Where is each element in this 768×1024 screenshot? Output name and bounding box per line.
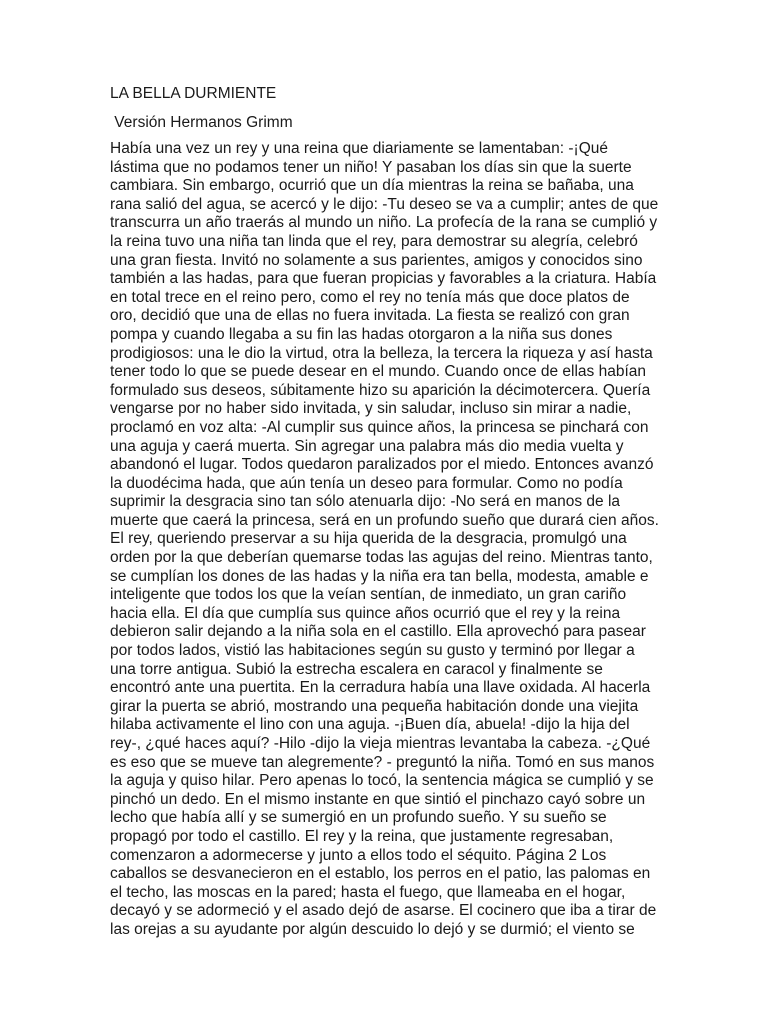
- text-line: lecho que había allí y se sumergió en un profundo sueño. Y su sueño se: [110, 809, 607, 827]
- text-line: rana salió del agua, se acercó y le dijo: -Tu deseo se va a cumplir; antes de que: [110, 195, 659, 213]
- text-line: una torre antigua. Subió la estrecha escalera en caracol y finalmente se: [110, 660, 603, 678]
- text-line: en total trece en el reino pero, como el rey no tenía más que doce platos de: [110, 288, 630, 306]
- text-line: las orejas a su ayudante por algún descuido lo dejó y se durmió; el viento se: [110, 920, 635, 938]
- text-line: tener todo lo que se puede desear en el mundo. Cuando once de ellas habían: [110, 363, 647, 381]
- text-line: la aguja y quiso hilar. Pero apenas lo tocó, la sentencia mágica se cumplió y se: [110, 772, 654, 790]
- text-line: pompa y cuando llegaba a su fin las hadas otorgaron a la niña sus dones: [110, 325, 613, 343]
- text-line: decayó y se adormeció y el asado dejó de asarse. El cocinero que iba a tirar de: [110, 902, 657, 920]
- text-line: comenzaron a adormecerse y junto a ellos todo el séquito. Página 2 Los: [110, 846, 607, 864]
- document-content: [110, 84, 670, 940]
- text-line: también a las hadas, para que fueran propicias y favorables a la criatura. Había: [110, 270, 657, 288]
- text-line: es eso que se mueve tan alegremente? - preguntó la niña. Tomó en sus manos: [110, 753, 655, 771]
- text-line: proclamó en voz alta: -Al cumplir sus quince años, la princesa se pinchará con: [110, 418, 649, 436]
- text-line: se cumplían los dones de las hadas y la niña era tan bella, modesta, amable e: [110, 567, 649, 585]
- text-line: hilaba activamente el lino con una aguja. -¡Buen día, abuela! -dijo la hija del: [110, 716, 630, 734]
- text-line: prodigiosos: una le dio la virtud, otra la belleza, la tercera la riqueza y así hasta: [110, 344, 653, 362]
- text-line: por todos lados, vistió las habitaciones según su gusto y terminó por llegar a: [110, 642, 635, 660]
- text-line: pinchó un dedo. En el mismo instante en que sintió el pinchazo cayó sobre un: [110, 790, 646, 808]
- document-title: LA BELLA DURMIENTE: [110, 85, 277, 102]
- text-line: oro, decidió que una de ellas no fuera invitada. La fiesta se realizó con gran: [110, 307, 630, 325]
- text-line: cambiara. Sin embargo, ocurrió que un día mientras la reina se bañaba, una: [110, 177, 634, 195]
- text-line: abandonó el lugar. Todos quedaron paralizados por el miedo. Entonces avanzó: [110, 456, 654, 474]
- text-line: Había una vez un rey y una reina que diariamente se lamentaban: -¡Qué: [110, 140, 609, 157]
- text-line: encontró ante una puertita. En la cerradura había una llave oxidada. Al hacerla: [110, 679, 651, 697]
- text-line: el techo, las moscas en la pared; hasta el fuego, que llameaba en el hogar,: [110, 883, 626, 901]
- text-line: formulado sus deseos, súbitamente hizo su aparición la décimotercera. Quería: [110, 381, 651, 399]
- text-line: muerte que caerá la princesa, será en un profundo sueño que durará cien años.: [110, 511, 659, 529]
- text-line: transcurra un año traerás al mundo un niño. La profecía de la rana se cumplió y: [110, 214, 658, 232]
- text-line: caballos se desvanecieron en el establo, los perros en el patio, las palomas en: [110, 865, 651, 883]
- story-body: [110, 140, 670, 940]
- text-line: la reina tuvo una niña tan linda que el rey, para demostrar su alegría, celebró: [110, 232, 638, 250]
- text-line: orden por la que deberían quemarse todas las agujas del reino. Mientras tanto,: [110, 549, 653, 567]
- text-line: vengarse por no haber sido invitada, y sin saludar, incluso sin mirar a nadie,: [110, 400, 632, 418]
- text-line: El rey, queriendo preservar a su hija querida de la desgracia, promulgó una: [110, 530, 627, 548]
- text-line: rey-, ¿qué haces aquí? -Hilo -dijo la vieja mientras levantaba la cabeza. -¿Qué: [110, 735, 651, 752]
- text-line: hacia ella. El día que cumplía sus quince años ocurrió que el rey y la reina: [110, 604, 621, 622]
- text-line: la duodécima hada, que aún tenía un deseo para formular. Como no podía: [110, 474, 623, 492]
- text-line: suprimir la desgracia sino tan sólo atenuarla dijo: -No será en manos de la: [110, 493, 621, 511]
- text-line: inteligente que todos los que la veían sentían, de inmediato, un gran cariño: [110, 586, 627, 604]
- text-line: girar la puerta se abrió, mostrando una pequeña habitación donde una viejita: [110, 697, 639, 715]
- text-line: una aguja y caerá muerta. Sin agregar una palabra más dio media vuelta y: [110, 437, 624, 455]
- text-line: lástima que no podamos tener un niño! Y pasaban los días sin que la suerte: [110, 158, 632, 176]
- text-line: una gran fiesta. Invitó no solamente a sus parientes, amigos y conocidos sino: [110, 251, 643, 269]
- text-line: debieron salir dejando a la niña sola en el castillo. Ella aprovechó para pasear: [110, 623, 646, 641]
- document-subtitle: Versión Hermanos Grimm: [110, 114, 293, 131]
- text-line: propagó por todo el castillo. El rey y la reina, que justamente regresaban,: [110, 827, 614, 845]
